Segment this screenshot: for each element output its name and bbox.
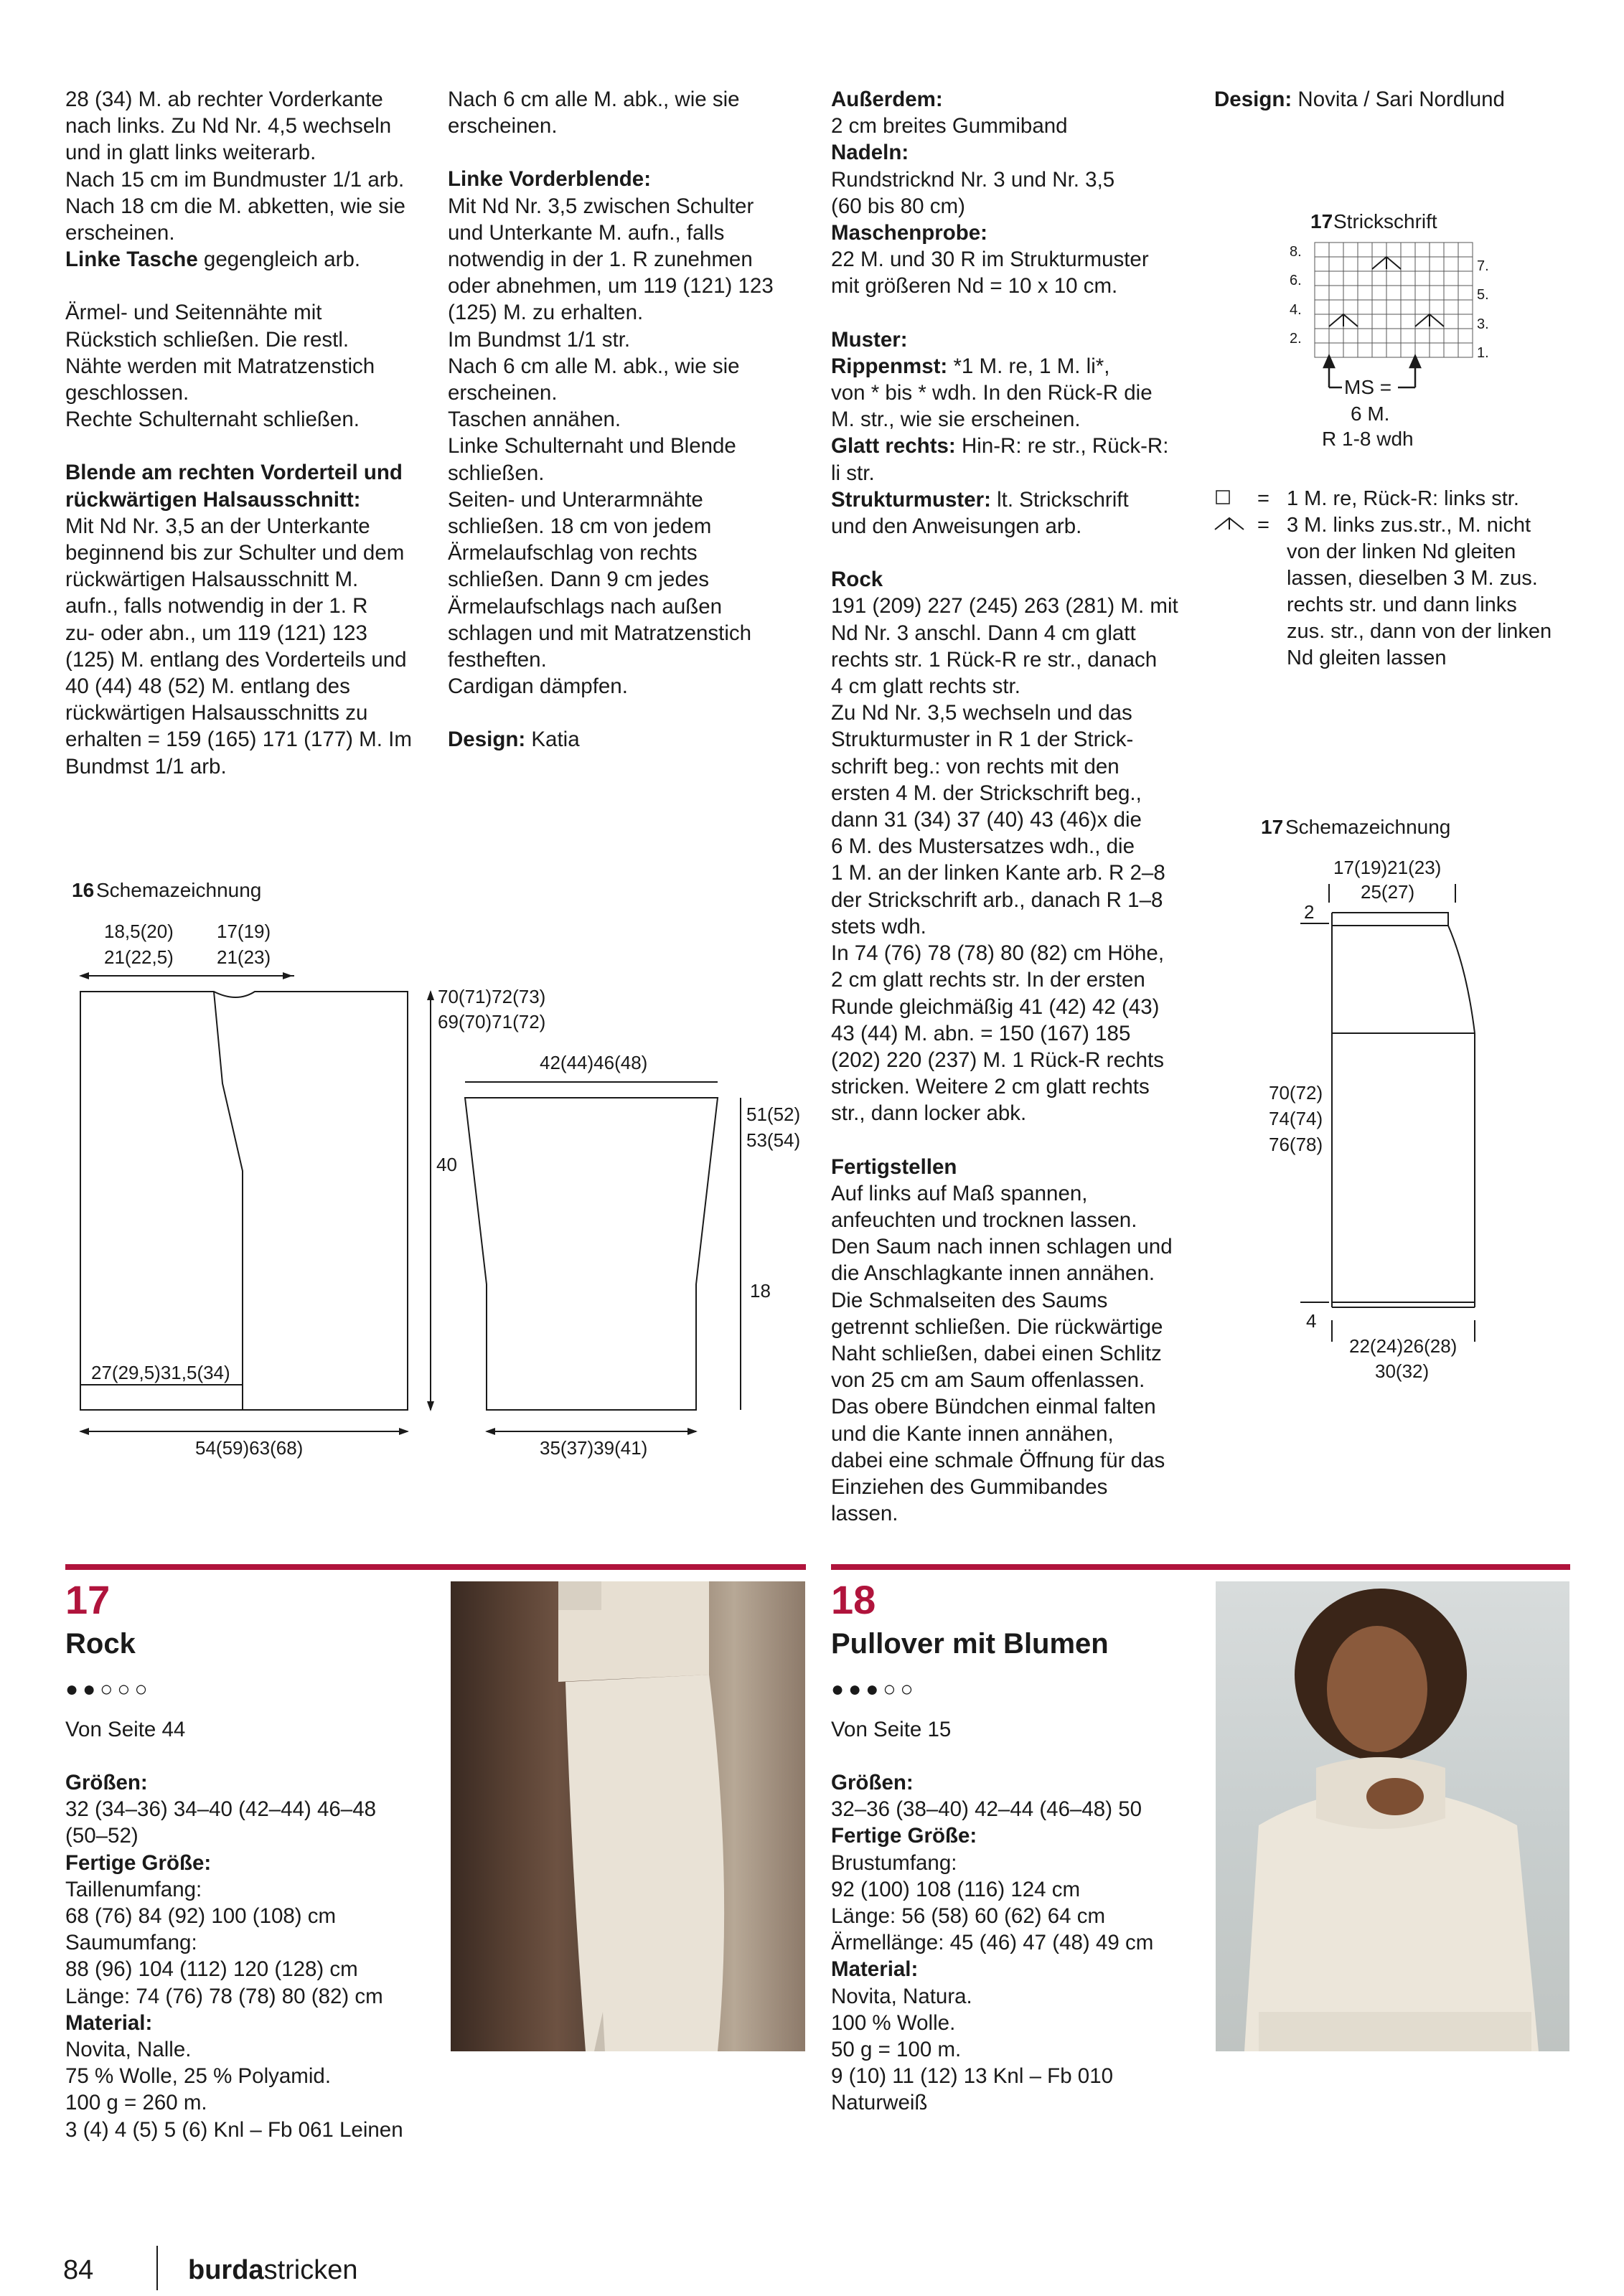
text-line: 2 cm glatt rechts str. In der ersten [831,968,1145,992]
svg-text:17: 17 [1261,816,1284,838]
row-label: 1. [1477,345,1489,361]
svg-text:76(78): 76(78) [1269,1134,1323,1155]
text-line: Fertigstellen [831,1154,957,1179]
text-line: Größen: [831,1771,914,1794]
design-credit: Design: Novita / Sari Nordlund [1214,88,1505,111]
text-line: Design: Katia [448,728,580,752]
row-label: 8. [1290,244,1302,260]
svg-text:2: 2 [1304,901,1315,923]
text-line: M. str., wie sie erscheinen. [831,408,1081,432]
svg-text:Schemazeichnung: Schemazeichnung [1285,816,1451,838]
text-line: Ärmelaufschlag von rechts [448,541,698,565]
text-line: Einziehen des Gummibandes [831,1474,1108,1499]
text-line: 2 cm breites Gummiband [831,114,1068,138]
text-line: 40 (44) 48 (52) M. entlang des [65,674,350,699]
section-17-title: Rock [65,1628,136,1660]
section-18-from: Von Seite 15 [831,1718,952,1741]
text-line: Linke Vorderblende: [448,167,652,192]
row-label: 6. [1290,273,1302,288]
text-line: schlagen und mit Matratzenstich [448,621,752,645]
text-line: 191 (209) 227 (245) 263 (281) M. mit [831,594,1178,618]
text-line: ersten 4 M. der Strickschrift beg., [831,781,1142,805]
svg-text:18,5(20): 18,5(20) [104,921,174,942]
text-line: Novita, Natura. [831,1984,972,2008]
text-line: Brustumfang: [831,1850,957,1875]
svg-text:35(37)39(41): 35(37)39(41) [540,1437,648,1459]
text-line: und in glatt links weiterarb. [65,141,316,165]
text-line: getrennt schließen. Die rückwärtige [831,1314,1163,1339]
text-line: und Unterkante M. aufn., falls [448,220,725,245]
text-line: aufn., falls notwendig in der 1. R [65,594,368,618]
text-line: festheften. [448,648,547,672]
text-line: Muster: [831,327,908,352]
text-line: Außerdem: [831,88,943,111]
text-line: Seiten- und Unterarmnähte [448,487,703,512]
difficulty-rating: ●●●○○ [831,1678,918,1701]
text-line: und den Anweisungen arb. [831,514,1082,539]
chart17-title: Strickschrift [1333,210,1437,232]
text-line: von * bis * wdh. In den Rück-R die [831,381,1153,405]
text-line: Linke Schulternaht und Blende [448,434,736,458]
text-line: 9 (10) 11 (12) 13 Knl – Fb 010 [831,2064,1114,2089]
ms-label: MS = [1344,376,1392,398]
svg-text:74(74): 74(74) [1269,1108,1323,1129]
text-line: zu- oder abn., um 119 (121) 123 [65,621,367,645]
svg-text:69(70)71(72): 69(70)71(72) [438,1011,546,1032]
svg-text:51(52): 51(52) [746,1104,801,1125]
text-line: Maschenprobe: [831,221,988,245]
svg-text:17(19)21(23): 17(19)21(23) [1333,857,1442,878]
svg-text:=: = [1257,514,1269,537]
text-line: 4 cm glatt rechts str. [831,674,1020,699]
text-line: Rundstricknd Nr. 3 und Nr. 3,5 [831,167,1115,192]
text-line: erhalten = 159 (165) 171 (177) M. Im [65,728,412,752]
text-line: Saumumfang: [65,1931,197,1955]
text-line: 32–36 (38–40) 42–44 (46–48) 50 [831,1797,1142,1822]
text-line: li str. [831,461,875,485]
text-line: Nach 6 cm alle M. abk., wie sie [448,354,740,378]
text-line: Länge: 74 (76) 78 (78) 80 (82) cm [65,1984,383,2008]
text-line: (202) 220 (237) M. 1 Rück-R rechts [831,1048,1164,1072]
text-line: Glatt rechts: Hin-R: re str., Rück-R: [831,434,1169,458]
text-line: beginnend bis zur Schulter und dem [65,541,405,565]
text-line: Den Saum nach innen schlagen und [831,1235,1173,1259]
text-line: die Anschlagkante innen annähen. [831,1261,1155,1286]
text-line: Ärmellänge: 45 (46) 47 (48) 49 cm [831,1931,1154,1955]
row-label: 2. [1290,331,1302,347]
text-line: Rock [831,568,883,592]
svg-text:21(22,5): 21(22,5) [104,946,174,968]
svg-text:16: 16 [72,879,95,901]
legend-line: Nd gleiten lassen [1287,646,1447,669]
text-line: Das obere Bündchen einmal falten [831,1395,1156,1419]
text-line: notwendig in der 1. R zunehmen [448,248,753,272]
text-line: erscheinen. [448,114,558,138]
text-line: Nach 15 cm im Bundmuster 1/1 arb. [65,167,405,192]
text-line: (50–52) [65,1824,139,1848]
text-line: mit größeren Nd = 10 x 10 cm. [831,274,1118,298]
text-line: Länge: 56 (58) 60 (62) 64 cm [831,1904,1106,1929]
text-line: Größen: [65,1771,148,1794]
section-18-title: Pullover mit Blumen [831,1628,1109,1660]
text-line: Im Bundmst 1/1 str. [448,327,631,352]
text-line: schließen. [448,461,545,485]
text-line: geschlossen. [65,381,189,405]
svg-text:21(23): 21(23) [217,946,271,968]
svg-text:53(54): 53(54) [746,1129,801,1151]
text-line: Material: [65,2010,153,2035]
text-line: Runde gleichmäßig 41 (42) 42 (43) [831,994,1160,1019]
legend-line: rechts str. und dann links [1287,593,1517,616]
legend-line: lassen, dieselben 3 M. zus. [1287,567,1538,590]
text-line: Nadeln: [831,141,909,165]
legend-line: 3 M. links zus.str., M. nicht [1287,514,1531,537]
text-line: rückwärtigen Halsausschnitts zu [65,701,368,725]
page-number: 84 [63,2255,94,2285]
svg-text:70(71)72(73): 70(71)72(73) [438,986,546,1007]
section-18-bar [831,1564,1570,1570]
text-line: Ärmel- und Seitennähte mit [65,301,322,325]
text-line: Bundmst 1/1 arb. [65,754,227,778]
text-line: schließen. Dann 9 cm jedes [448,568,710,592]
text-line: (125) M. entlang des Vorderteils und [65,647,407,672]
text-line: Blende am rechten Vorderteil und [65,461,403,485]
text-line: 88 (96) 104 (112) 120 (128) cm [65,1957,358,1982]
text-line: Rippenmst: *1 M. re, 1 M. li*, [831,354,1110,378]
legend-line-1: 1 M. re, Rück-R: links str. [1287,487,1519,510]
text-line: anfeuchten und trocknen lassen. [831,1208,1137,1232]
svg-text:=: = [1257,487,1269,510]
text-line: 32 (34–36) 34–40 (42–44) 46–48 [65,1797,377,1822]
text-line: 68 (76) 84 (92) 100 (108) cm [65,1904,337,1929]
text-line: Nd Nr. 3 anschl. Dann 4 cm glatt [831,621,1136,645]
text-line: von 25 cm am Saum offenlassen. [831,1368,1145,1393]
text-line: Taschen annähen. [448,408,621,432]
text-line: (60 bis 80 cm) [831,194,965,218]
text-line: 100 g = 260 m. [65,2091,207,2115]
text-line: Nach 6 cm alle M. abk., wie sie [448,88,740,111]
svg-text:54(59)63(68): 54(59)63(68) [195,1437,304,1459]
text-line: rückwärtigen Halsausschnitt M. [65,568,359,592]
text-line: 100 % Wolle. [831,2010,956,2035]
text-line: Auf links auf Maß spannen, [831,1181,1088,1205]
difficulty-rating: ●●○○○ [65,1678,152,1701]
text-line: Rückstich schließen. Die restl. [65,327,349,352]
text-line: rückwärtigen Halsausschnitt: [65,487,361,512]
svg-text:18: 18 [750,1280,771,1302]
text-line: rechts str. 1 Rück-R re str., danach [831,647,1158,672]
text-line: 50 g = 100 m. [831,2038,962,2062]
text-line: Rechte Schulternaht schließen. [65,408,360,432]
row-label: 7. [1477,258,1489,274]
svg-text:70(72): 70(72) [1269,1082,1323,1104]
row-label: 5. [1477,287,1489,303]
text-line: Mit Nd Nr. 3,5 an der Unterkante [65,514,370,538]
svg-text:27(29,5)31,5(34): 27(29,5)31,5(34) [91,1362,230,1383]
text-line: Nähte werden mit Matratzenstich [65,354,375,378]
text-line: Die Schmalseiten des Saums [831,1288,1108,1312]
text-line: In 74 (76) 78 (78) 80 (82) cm Höhe, [831,941,1165,966]
text-line: Ärmelaufschlags nach außen [448,594,723,618]
text-line: Nach 18 cm die M. abketten, wie sie [65,194,405,218]
text-line: Naturweiß [831,2091,928,2115]
text-line: 1 M. an der linken Kante arb. R 2–8 [831,861,1165,885]
section-17-from: Von Seite 44 [65,1718,186,1741]
svg-text:17(19): 17(19) [217,921,271,942]
text-line: 22 M. und 30 R im Strukturmuster [831,248,1149,272]
text-line: Fertige Größe: [65,1850,212,1875]
text-line: 43 (44) M. abn. = 150 (167) 185 [831,1021,1131,1045]
text-line: 75 % Wolle, 25 % Polyamid. [65,2064,332,2089]
text-line: und die Kante innen annähen, [831,1421,1114,1446]
text-line: Strukturmuster in R 1 der Strick- [831,728,1134,752]
svg-text:22(24)26(28): 22(24)26(28) [1349,1335,1458,1357]
text-line: dann 31 (34) 37 (40) 43 (46)x die [831,808,1142,832]
svg-text:30(32): 30(32) [1375,1360,1430,1382]
section-18-number: 18 [831,1577,876,1622]
row-label: 4. [1290,302,1302,318]
repeat-label: R 1-8 wdh [1322,428,1414,450]
magazine-brand: burdastricken [188,2255,358,2285]
text-line: Zu Nd Nr. 3,5 wechseln und das [831,701,1132,725]
legend-line: zus. str., dann von der linken [1287,620,1552,643]
text-line: nach links. Zu Nd Nr. 4,5 wechseln [65,114,392,138]
text-line: 3 (4) 4 (5) 5 (6) Knl – Fb 061 Leinen [65,2117,403,2142]
text-line: 28 (34) M. ab rechter Vorderkante [65,88,383,111]
ms-count: 6 M. [1351,403,1390,425]
text-line: schließen. 18 cm von jedem [448,514,712,539]
text-line: dabei eine schmale Öffnung für das [831,1448,1165,1472]
svg-text:42(44)46(48): 42(44)46(48) [540,1052,648,1073]
section-18-details [831,1769,1153,2117]
text-line: erscheinen. [65,221,175,245]
text-line: Mit Nd Nr. 3,5 zwischen Schulter [448,194,754,218]
text-line: 92 (100) 108 (116) 124 cm [831,1877,1081,1901]
svg-text:Schemazeichnung: Schemazeichnung [96,879,262,901]
text-line: 6 M. des Mustersatzes wdh., die [831,834,1135,859]
text-line: lassen. [831,1502,898,1526]
text-line: Strukturmuster: lt. Strickschrift [831,487,1129,512]
skirt-photo [451,1581,805,2051]
text-line: Material: [831,1957,919,1982]
legend-line: von der linken Nd gleiten [1287,540,1516,563]
svg-text:25(27): 25(27) [1361,881,1415,903]
text-line: oder abnehmen, um 119 (121) 123 [448,274,774,298]
section-17-number: 17 [65,1577,111,1622]
text-line: schrift beg.: von rechts mit den [831,754,1120,778]
text-line: Fertige Größe: [831,1824,977,1848]
text-line: Taillenumfang: [65,1877,202,1901]
text-line: Naht schließen, dabei einen Schlitz [831,1341,1162,1365]
text-line: (125) M. zu erhalten. [448,301,644,325]
footer-divider [156,2246,158,2290]
text-line: erscheinen. [448,381,558,405]
pullover-photo [1216,1581,1569,2051]
chart17-num: 17 [1310,210,1333,232]
row-label: 3. [1477,316,1489,332]
text-line: Novita, Nalle. [65,2038,192,2062]
text-line: Linke Tasche gegengleich arb. [65,248,361,272]
section-17-bar [65,1564,806,1570]
text-line: stricken. Weitere 2 cm glatt rechts [831,1075,1150,1099]
text-line: stets wdh. [831,914,926,938]
section-17-details [65,1769,403,2143]
text-line: Cardigan dämpfen. [448,674,628,699]
text-line: der Strickschrift arb., danach R 1–8 [831,888,1163,912]
svg-text:4: 4 [1306,1310,1317,1332]
text-line: str., dann locker abk. [831,1101,1027,1126]
svg-text:40: 40 [436,1154,457,1175]
